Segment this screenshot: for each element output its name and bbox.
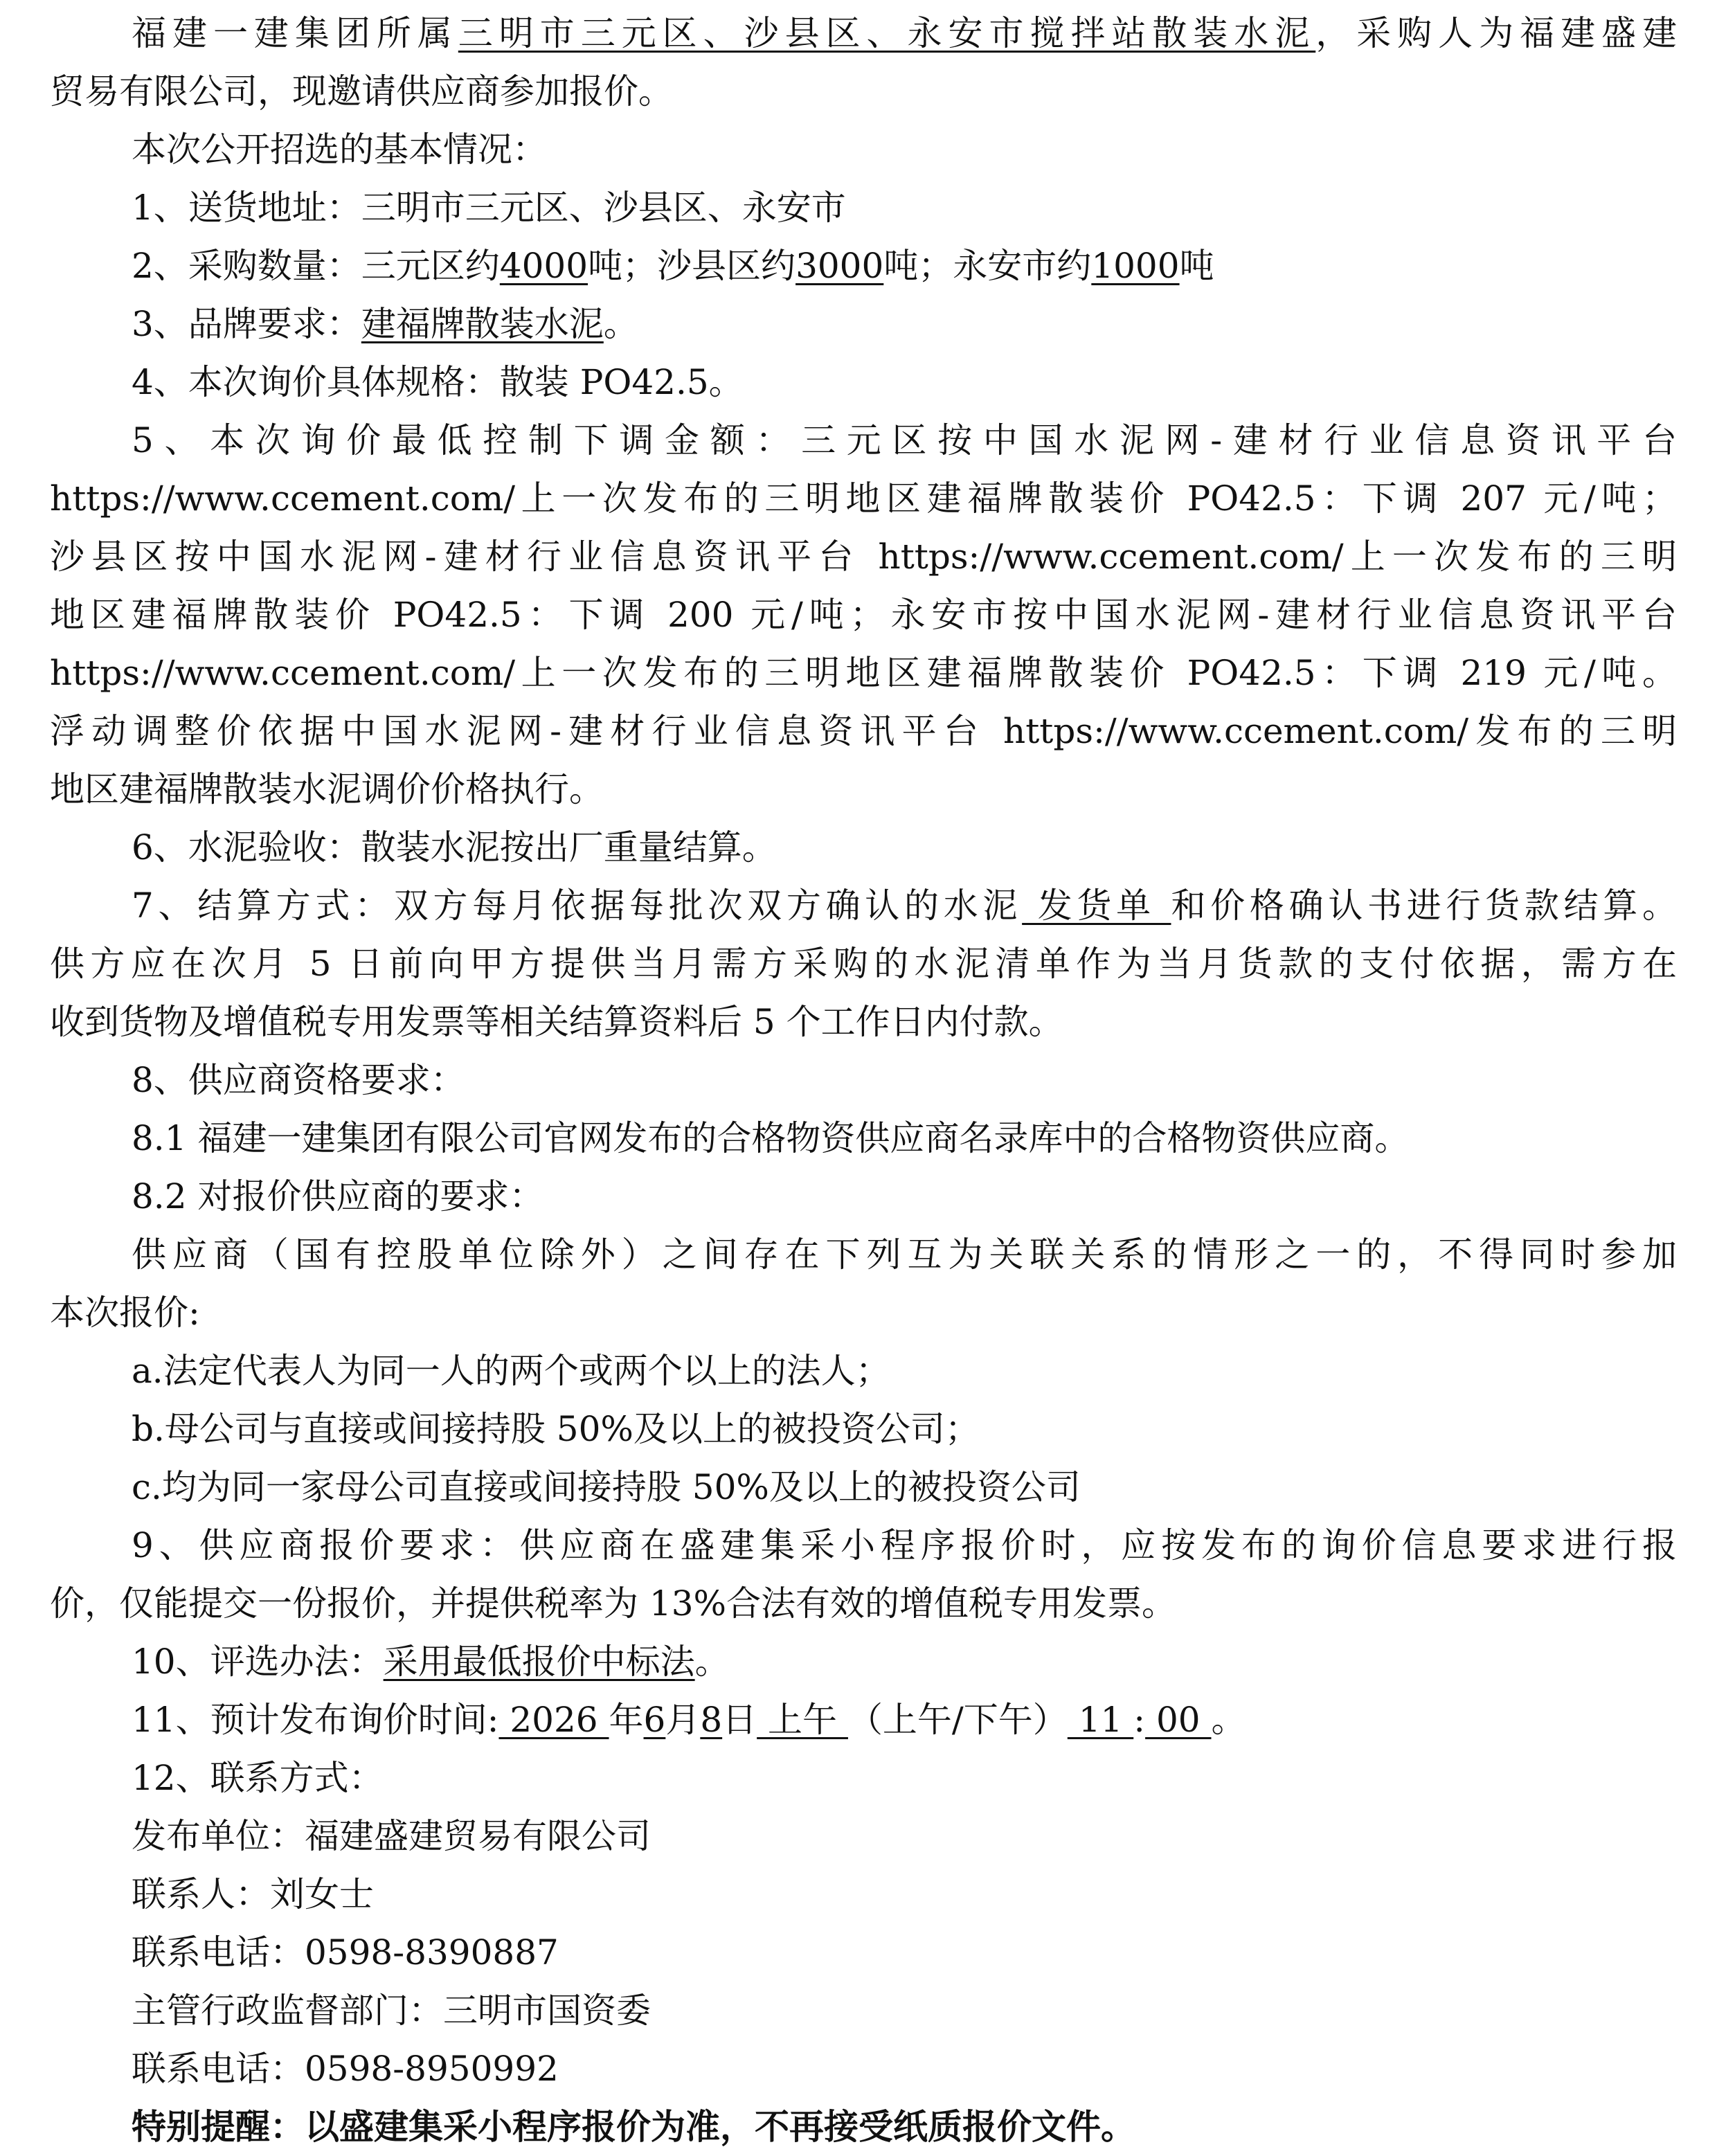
related-party-c: c.均为同一家母公司直接或间接持股 50%及以上的被投资公司 (132, 1467, 1081, 1507)
price-adjustment-line-4: 地区建福牌散装价 PO42.5：下调 200 元/吨；永安市按中国水泥网-建材行业信息资讯平台 (50, 595, 1677, 635)
purchase-quantity: 2、采购数量：三元区约4000吨；沙县区约3000吨；永安市约1000吨 (132, 246, 1214, 286)
brand-requirement: 3、品牌要求：建福牌散装水泥。 (132, 304, 638, 344)
related-party-line-1: 供应商（国有控股单位除外）之间存在下列互为关联关系的情形之一的，不得同时参加 (132, 1234, 1677, 1275)
product-scope: 三明市三元区、沙县区、永安市搅拌站散装水泥 (458, 13, 1316, 53)
intro-text: 福建一建集团所属 (132, 13, 458, 53)
quantity-shaxian: 3000 (795, 246, 884, 286)
inquiry-time: 11、预计发布询价时间: 2026 年6月8日 上午 （上午/下午） 11 : 00 。 (132, 1700, 1246, 1740)
intro-text-purchaser: ，采购人为福建盛建 (1315, 13, 1677, 53)
settlement-line-3: 收到货物及增值税专用发票等相关结算资料后 5 个工作日内付款。 (50, 1002, 1063, 1042)
price-adjustment-line-3: 沙县区按中国水泥网-建材行业信息资讯平台 https://www.ccement.com/上一次发布的三明 (50, 537, 1677, 577)
delivery-note: 发货单 (1022, 886, 1171, 926)
supervisory-phone: 联系电话：0598-8950992 (132, 2049, 559, 2089)
inquiry-hour: 11 (1067, 1700, 1134, 1740)
evaluation-method-value: 采用最低报价中标法 (383, 1642, 695, 1682)
inquiry-month: 6 (643, 1700, 666, 1740)
intro-line-2: 贸易有限公司，现邀请供应商参加报价。 (50, 71, 673, 111)
price-adjustment-line-1: 5、本次询价最低控制下调金额：三元区按中国水泥网-建材行业信息资讯平台 (132, 420, 1677, 460)
price-adjustment-line-7: 地区建福牌散装水泥调价价格执行。 (50, 769, 604, 809)
qualification-8-1: 8.1 福建一建集团有限公司官网发布的合格物资供应商名录库中的合格物资供应商。 (132, 1118, 1410, 1158)
acceptance: 6、水泥验收：散装水泥按出厂重量结算。 (132, 827, 777, 868)
evaluation-method: 10、评选办法：采用最低报价中标法。 (132, 1642, 730, 1682)
inquiry-period: 上午 (757, 1700, 848, 1740)
reminder-text: 以盛建集采小程序报价为准，不再接受纸质报价文件。 (305, 2106, 1135, 2147)
price-adjustment-line-5: https://www.ccement.com/上一次发布的三明地区建福牌散装价 PO42.5：下调 219 元/吨。 (50, 653, 1677, 693)
delivery-address: 1、送货地址：三明市三元区、沙县区、永安市 (132, 188, 846, 228)
supplier-qualification-heading: 8、供应商资格要求： (132, 1060, 465, 1100)
related-party-b: b.母公司与直接或间接持股 50%及以上的被投资公司； (132, 1409, 980, 1449)
brand-name: 建福牌散装水泥 (361, 304, 604, 344)
contact-phone: 联系电话：0598-8390887 (132, 1932, 559, 1973)
qualification-8-2: 8.2 对报价供应商的要求： (132, 1176, 544, 1216)
special-reminder (50, 2098, 1677, 2156)
related-party-a: a.法定代表人为同一人的两个或两个以上的法人； (132, 1351, 890, 1391)
related-party-line-2: 本次报价: (50, 1293, 200, 1333)
tender-document (50, 4, 1677, 2156)
publisher: 发布单位：福建盛建贸易有限公司 (132, 1816, 651, 1856)
quantity-sanyuan: 4000 (499, 246, 588, 286)
settlement-line-1: 7、结算方式：双方每月依据每批次双方确认的水泥 发货单 和价格确认书进行货款结算。 (132, 886, 1677, 926)
inquiry-year: 2026 (498, 1700, 609, 1740)
basic-info-heading: 本次公开招选的基本情况： (132, 129, 547, 170)
contact-heading: 12、联系方式： (132, 1758, 384, 1798)
inquiry-day: 8 (700, 1700, 723, 1740)
price-adjustment-line-2: https://www.ccement.com/上一次发布的三明地区建福牌散装价 PO42.5：下调 207 元/吨； (50, 478, 1677, 519)
inquiry-minute: 00 (1145, 1700, 1212, 1740)
reminder-label: 特别提醒： (132, 2106, 305, 2147)
quotation-requirement-line-2: 价，仅能提交一份报价，并提供税率为 13%合法有效的增值税专用发票。 (50, 1583, 1177, 1624)
price-adjustment-line-6: 浮动调整价依据中国水泥网-建材行业信息资讯平台 https://www.ccement.com/发布的三明 (50, 711, 1677, 751)
quantity-yongan: 1000 (1091, 246, 1180, 286)
specification: 4、本次询价具体规格：散装 PO42.5。 (132, 362, 744, 402)
contact-person: 联系人：刘女士 (132, 1874, 374, 1914)
intro-line-1 (50, 4, 1677, 62)
supervisory-department: 主管行政监督部门：三明市国资委 (132, 1991, 651, 2031)
settlement-line-2: 供方应在次月 5 日前向甲方提供当月需方采购的水泥清单作为当月货款的支付依据，需方在 (50, 944, 1677, 984)
quotation-requirement-line-1: 9、供应商报价要求：供应商在盛建集采小程序报价时，应按发布的询价信息要求进行报 (132, 1525, 1677, 1565)
